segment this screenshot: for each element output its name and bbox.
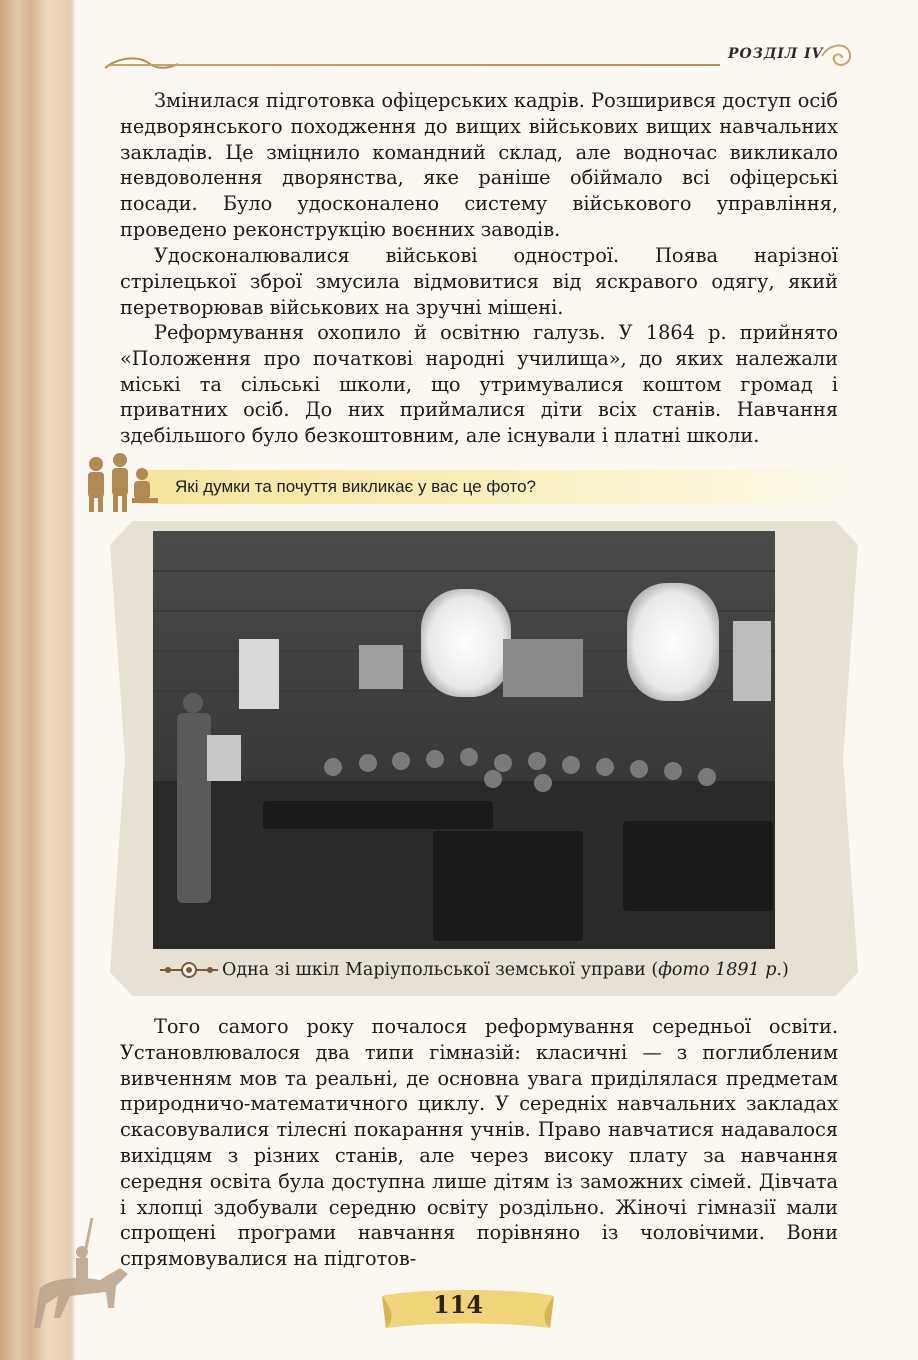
paragraph-secondary-education: Того самого року почалося реформування середньої освіти. Установлювалося два типи гімназій: класичні — з поглибленим вивченням мов та реальні, де основна увага приділялася предметам природничо-математичного циклу. У середніх навчальних закладах скасовувалися тілесні покарання учнів. Право навчатися надавалося вихідцям з різних станів, але через високу плату за навчання середня освіта була доступна лише дітям із заможних сімей. Дівчата і хлопці здобували середню освіту роздільно. Жіночі гімназії мали спрощені програми навчання порівняно із чоловічими. Вони спрямовувалися на підготов- [120,1015,838,1271]
caption-text: Одна зі шкіл Маріупольської земської управи ( [222,960,659,980]
header-ornament-left [100,54,180,78]
header-ornament-right [820,38,856,74]
question-text: Які думки та почуття викликає у вас це фото? [175,477,536,496]
classroom-photo-illustration [153,531,775,949]
paragraph-education-reform: Реформування охопило й освітню галузь. У 1864 р. прийнято «Положення про початкові народні училища», до яких належали міські та сільські школи, що утримувалися коштом громад і приватних осіб. До них приймалися діти всіх станів. Навчання здебільшого було безкоштовним, але існували і платні школи. [120,321,838,448]
classroom-photo [153,531,775,949]
section-title: РОЗДІЛ IV [728,46,824,62]
header-rule [110,64,720,66]
photo-caption [222,960,789,980]
caption-close: ) [782,960,789,980]
caption-date: фото 1891 р. [658,960,782,980]
people-icon [76,450,166,514]
horse-rider-icon [20,1208,140,1348]
paragraph-uniforms: Удосконалювалися військові однострої. Поява нарізної стрілецької зброї змусила відмовитися від яскравого одягу, який перетворював військових на зручні мішені. [120,244,838,319]
paragraph-officer-training: Змінилася підготовка офіцерських кадрів. Розширився доступ осіб недворянського походження до вищих військових вищих навчальних закладів. Це зміцнило командний склад, але водночас викликало невдоволення дворянства, яке раніше обіймало всі офіцерські посади. Було удосконалено систему військового управління, проведено реконструкцію воєнних заводів. [120,89,838,241]
page-number: 114 [432,1290,484,1319]
book-spine [0,0,70,1360]
caption-ornament-icon [160,961,218,979]
